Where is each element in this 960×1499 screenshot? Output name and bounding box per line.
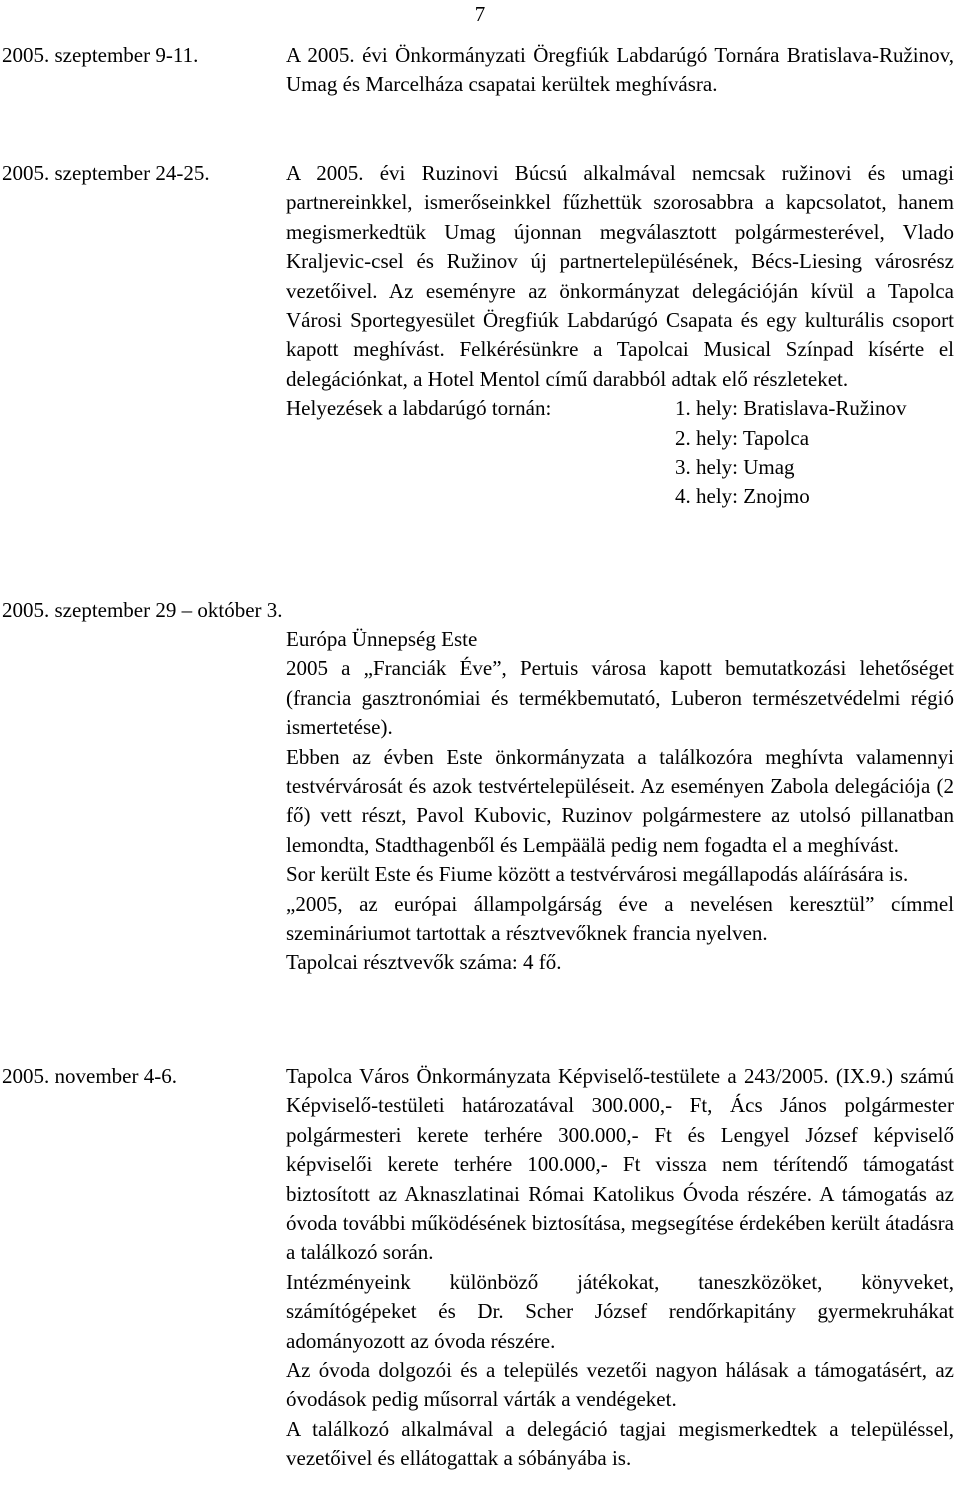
placement-item: 4. hely: Znojmo [675,484,810,509]
entry-paragraph: A 2005. évi Önkormányzati Öregfiúk Labdarúgó Tornára Bratislava-Ružinov, Umag és Marcelháza csapatai kerültek meghívásra. [286,43,954,97]
placements-list [675,394,954,512]
entry-paragraph: Tapolca Város Önkormányzata Képviselő-testülete a 243/2005. (IX.9.) számú Képviselő-testületi határozatával 300.000,- Ft, Ács János polgármester polgármesteri kerete terhére 300.000,- Ft és Lengyel József képviselő képviselői kerete terhére 100.000,- Ft vissza nem térítendő támogatást biztosított az Aknaszlatinai Római Katolikus Óvoda részére. A támogatás az óvoda további működésének biztosítása, megsegítése érdekében került átadásra a találkozó során. [286,1064,954,1265]
entry-paragraph: 2005 a „Franciák Éve”, Pertuis városa kapott bemutatkozási lehetőséget (francia gasztronómiai és termékbemutató, Luberon természetvédelmi régió ismertetése). [286,656,954,740]
entry-paragraph: A találkozó alkalmával a delegáció tagjai megismerkedtek a településsel, vezetőivel és ellátogattak a sóbányába is. [286,1416,954,1471]
placements-label: Helyezések a labdarúgó tornán: [286,396,552,421]
placement-item: 2. hely: Tapolca [675,425,810,450]
entry-body [286,159,954,512]
entry-date: 2005. szeptember 9-11. [2,43,199,67]
entry-paragraph: „2005, az európai állampolgárság éve a nevelésen keresztül” címmel szemináriumot tartottak a résztvevőknek francia nyelven. [286,891,954,946]
entry-body [286,1062,954,1474]
placement-item: 1. hely: Bratislava-Ružinov [675,396,907,421]
entry-body [286,625,954,978]
entry-body [286,41,954,100]
entry-date: 2005. szeptember 29 – október 3. [2,598,283,622]
entry-paragraph: Ebben az évben Este önkormányzata a találkozóra meghívta valamennyi testvérvárosát és azok testvértelepüléseit. Az eseményen Zabola delegációja (2 fő) vett részt, Pavol Kubovic, Ruzinov polgármestere az utolsó pillanatban lemondta, Stadthagenből és Lempäälä pedig nem fogadta el a meghívást. [286,744,954,857]
entry-paragraph: Tapolcai résztvevők száma: 4 fő. [286,950,562,975]
entry-paragraph: Sor került Este és Fiume között a testvérvárosi megállapodás aláírására is. [286,862,909,887]
entry-paragraph: Európa Ünnepség Este [286,627,478,651]
page-number: 7 [474,2,486,26]
placement-item: 3. hely: Umag [675,455,795,480]
entry-paragraph: Intézményeink különböző játékokat, taneszközöket, könyveket, számítógépeket és Dr. Scher József rendőrkapitány gyermekruhákat adományozott az óvoda részére. [286,1269,954,1353]
entry-paragraph: Az óvoda dolgozói és a település vezetői nagyon hálásak a támogatásért, az óvodások pedig műsorral várták a vendégeket. [286,1358,954,1412]
entry-date: 2005. szeptember 24-25. [2,161,210,185]
placements [286,394,954,512]
entry-paragraph: A 2005. évi Ruzinovi Búcsú alkalmával nemcsak ružinovi és umagi partnereinkkel, ismerőseinkkel fűzhettük szorosabbra a kapcsolatot, hanem megismerkedtük Umag újonnan megválasztott polgármesterével, Vlado Kraljevic-csel és Ružinov új partnertelepülésének, Bécs-Liesing városrész vezetőivel. Az eseményre az önkormányzat delegációján kívül a Tapolca Városi Sportegyesület Öregfiúk Labdarúgó Csapata és egy kulturális csoport kapott meghívást. Felkérésünkre a Tapolcai Musical Színpad kísérte el delegációnkat, a Hotel Mentol című darabból adtak elő részleteket. [286,161,954,391]
entry-date: 2005. november 4-6. [2,1064,177,1088]
